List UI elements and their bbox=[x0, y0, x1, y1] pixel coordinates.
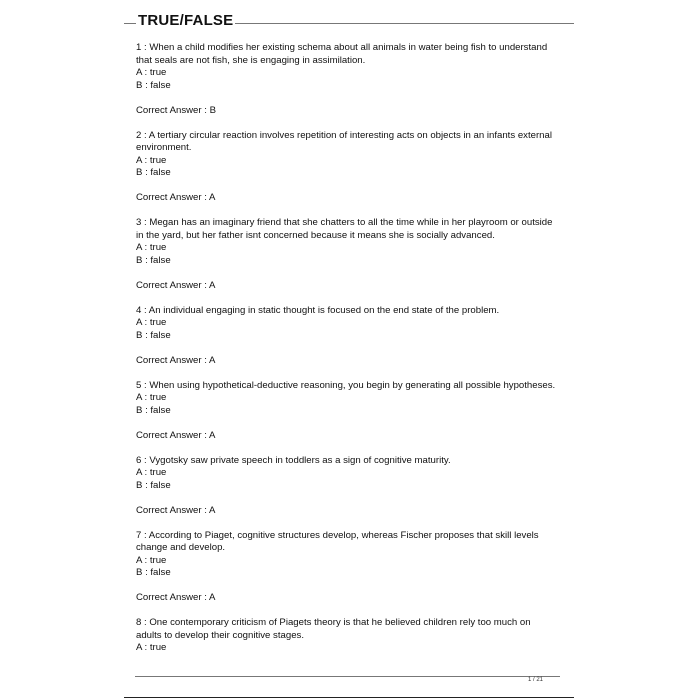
correct-answer: Correct Answer : A bbox=[136, 429, 216, 441]
option-a: A : true bbox=[136, 154, 167, 166]
correct-answer: Correct Answer : B bbox=[136, 104, 216, 116]
option-a: A : true bbox=[136, 467, 167, 478]
question-item bbox=[136, 617, 556, 655]
section-header bbox=[124, 12, 574, 30]
option-b: B : false bbox=[136, 404, 171, 416]
section-title: TRUE/FALSE bbox=[138, 12, 234, 29]
question-list bbox=[136, 42, 556, 655]
option-a: A : true bbox=[136, 554, 167, 566]
option-b: B : false bbox=[136, 254, 171, 266]
question-item bbox=[136, 305, 556, 368]
option-b: B : false bbox=[136, 479, 171, 491]
question-stem: 7 : According to Piaget, cognitive structures develop, whereas Fischer proposes that skill levels change and develop. bbox=[136, 529, 539, 553]
page-bottom-rule bbox=[124, 697, 574, 698]
option-a: A : true bbox=[136, 392, 167, 403]
question-item bbox=[136, 217, 556, 292]
question-stem: 1 : When a child modifies her existing schema about all animals in water being fish to understand that seals are not fish, she is engaging in assimilation. bbox=[136, 42, 548, 66]
question-item bbox=[136, 455, 556, 518]
option-a: A : true bbox=[136, 642, 167, 653]
page-number: 1 / 21 bbox=[528, 677, 544, 683]
question-item bbox=[136, 530, 556, 605]
option-a: A : true bbox=[136, 317, 167, 328]
question-item bbox=[136, 130, 556, 205]
option-b: B : false bbox=[136, 79, 171, 91]
question-stem: 5 : When using hypothetical-deductive reasoning, you begin by generating all possible hypotheses. bbox=[136, 379, 556, 391]
correct-answer: Correct Answer : A bbox=[136, 354, 216, 366]
question-item bbox=[136, 42, 556, 117]
option-b: B : false bbox=[136, 567, 171, 578]
correct-answer: Correct Answer : A bbox=[136, 279, 216, 291]
option-a: A : true bbox=[136, 242, 167, 253]
question-stem: 8 : One contemporary criticism of Piagets theory is that he believed children rely too much on adults to develop their cognitive stages. bbox=[136, 617, 531, 641]
question-stem: 4 : An individual engaging in static thought is focused on the end state of the problem. bbox=[136, 304, 500, 316]
option-a: A : true bbox=[136, 67, 167, 78]
option-b: B : false bbox=[136, 329, 171, 341]
footer-rule bbox=[135, 676, 560, 677]
question-stem: 6 : Vygotsky saw private speech in toddlers as a sign of cognitive maturity. bbox=[136, 454, 451, 466]
correct-answer: Correct Answer : A bbox=[136, 192, 216, 203]
correct-answer: Correct Answer : A bbox=[136, 504, 216, 516]
question-stem: 2 : A tertiary circular reaction involves repetition of interesting acts on objects in an infants external environment. bbox=[136, 129, 552, 153]
question-item bbox=[136, 380, 556, 443]
correct-answer: Correct Answer : A bbox=[136, 592, 216, 603]
option-b: B : false bbox=[136, 167, 171, 178]
question-stem: 3 : Megan has an imaginary friend that she chatters to all the time while in her playroom or outside in the yard, but her father isnt concerned because it means she is socially advanced. bbox=[136, 217, 553, 241]
